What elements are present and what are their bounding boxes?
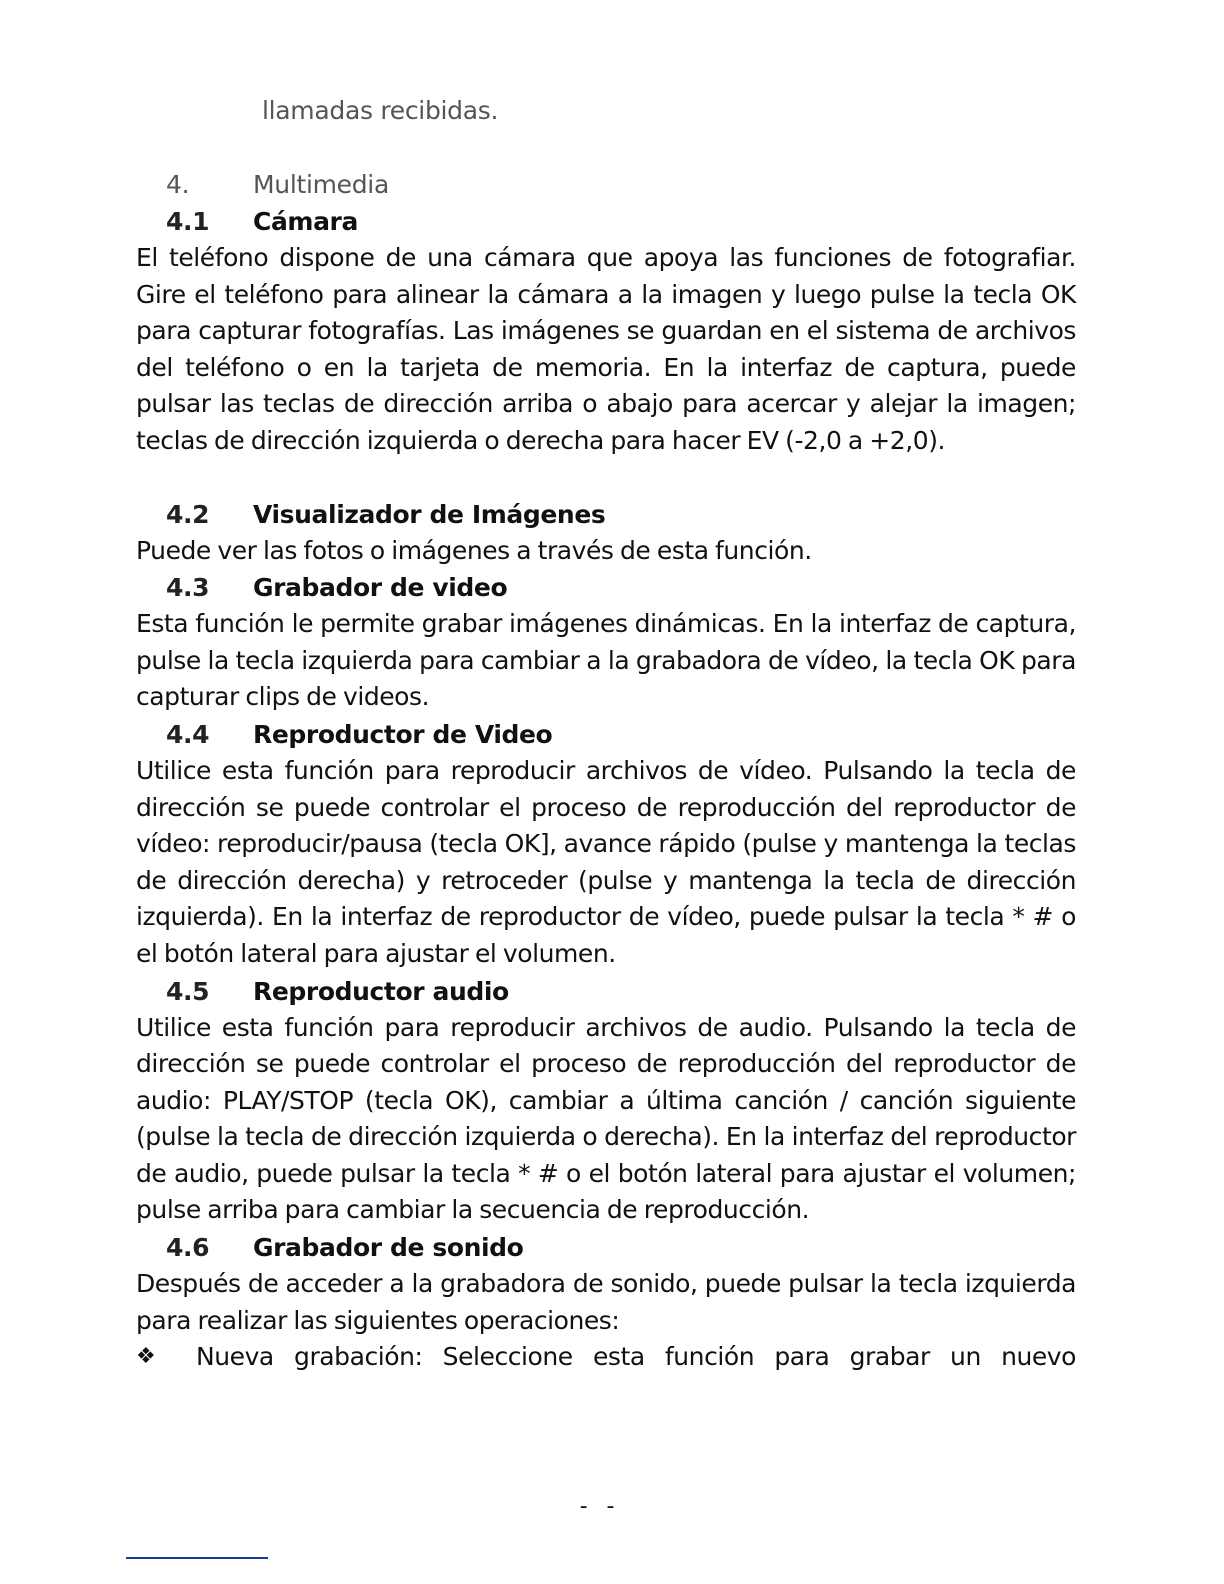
subsection-heading-sound-recorder [166,1229,1076,1266]
diamond-bullet-icon: ❖ [136,1344,156,1370]
subsection-title: Reproductor audio [253,976,509,1006]
subsection-number: 4.6 [166,1233,210,1263]
subsection-heading-image-viewer [166,496,1076,533]
subsection-heading-video-player [166,716,1076,753]
subsection-number: 4.3 [166,573,210,603]
page-content [136,166,1076,1376]
subsection-title: Visualizador de Imágenes [253,499,606,529]
paragraph-video-player: Utilice esta función para reproducir archivos de vídeo. Pulsando la tecla de dirección se puede controlar el proceso de reproducción del reproductor de vídeo: reproducir/pausa (tecla OK], avance rápido (pulse y mantenga la teclas de dirección derecha) y retroceder (pulse y mantenga la tecla de dirección izquierda). En la interfaz de reproductor de vídeo, puede pulsar la tecla * # o el botón lateral para ajustar el volumen. [136,755,1076,968]
page-number: - - [579,1494,621,1519]
paragraph-spacer [136,460,1076,496]
paragraph-sound-recorder: Después de acceder a la grabadora de sonido, puede pulsar la tecla izquierda para realizar las siguientes operaciones: [136,1269,1076,1335]
subsection-heading-camera [166,203,1076,240]
footer-rule [126,1557,268,1559]
subsection-number: 4.1 [166,207,210,236]
section-number: 4. [166,170,190,199]
paragraph-video-recorder: Esta función le permite grabar imágenes dinámicas. En la interfaz de captura, pulse la tecla izquierda para cambiar a la grabadora de vídeo, la tecla OK para capturar clips de videos. [136,609,1076,712]
continued-text-fragment: llamadas recibidas. [262,96,499,125]
subsection-heading-video-recorder [166,569,1076,606]
paragraph-audio-player: Utilice esta función para reproducir archivos de audio. Pulsando la tecla de dirección se puede controlar el proceso de reproducción del reproductor de audio: PLAY/STOP (tecla OK), cambiar a última canción / canción siguiente (pulse la tecla de dirección izquierda o derecha). En la interfaz del reproductor de audio, puede pulsar la tecla * # o el botón lateral para ajustar el volumen; pulse arriba para cambiar la secuencia de reproducción. [136,1012,1076,1225]
subsection-title: Reproductor de Video [253,719,553,749]
paragraph-image-viewer: Puede ver las fotos o imágenes a través de esta función. [136,535,812,565]
paragraph-camera: El teléfono dispone de una cámara que apoya las funciones de fotografiar. Gire el teléfono para alinear la cámara a la imagen y luego pulse la tecla OK para capturar fotografías. Las imágenes se guardan en el sistema de archivos del teléfono o en la tarjeta de memoria. En la interfaz de captura, puede pulsar las teclas de dirección arriba o abajo para acercar y alejar la imagen; teclas de dirección izquierda o derecha para hacer EV (-2,0 a +2,0). [136,243,1076,455]
section-heading [166,166,1076,203]
subsection-number: 4.5 [166,976,210,1006]
section-title: Multimedia [253,170,389,199]
subsection-heading-audio-player [166,973,1076,1010]
bullet-text: Nueva grabación: Seleccione esta función para grabar un nuevo [196,1342,1076,1372]
subsection-title: Grabador de video [253,573,508,603]
subsection-title: Cámara [253,207,358,236]
subsection-title: Grabador de sonido [253,1233,524,1263]
subsection-number: 4.2 [166,499,210,529]
subsection-number: 4.4 [166,719,210,749]
bullet-item [136,1339,1076,1376]
